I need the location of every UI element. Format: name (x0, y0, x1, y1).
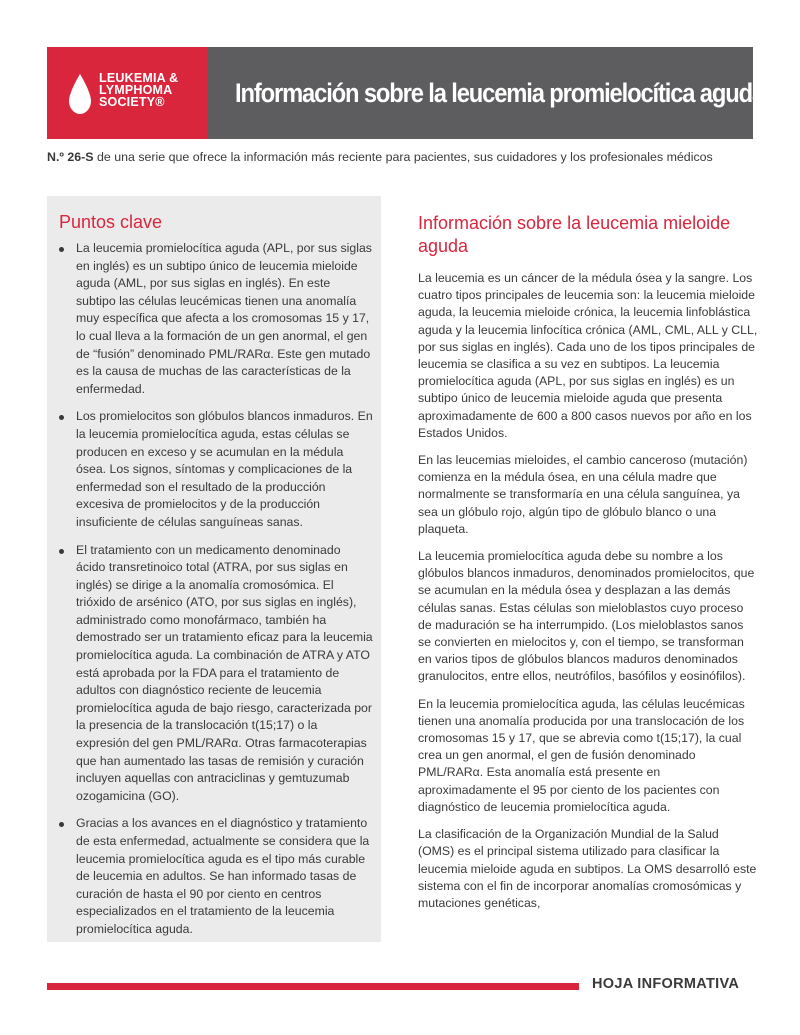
logo-wordmark: LEUKEMIA & LYMPHOMA SOCIETY® (99, 71, 179, 109)
drop-icon (69, 74, 91, 114)
list-item: Gracias a los avances en el diagnóstico y tratamiento de esta enfermedad, actualmente se considera que la leucemia promielocítica aguda es el tipo más curable de leucemia en adultos. Se han informado tasas de curación de hasta el 90 por ciento en centros especializados en el tratamiento de la leucemia promielocítica aguda. (57, 815, 373, 938)
series-number: N.º 26-S (47, 150, 94, 164)
page-header (47, 47, 765, 139)
key-points-list (57, 240, 373, 949)
section-heading: Información sobre la leucemia mieloide aguda (418, 213, 731, 256)
list-item: Los promielocitos son glóbulos blancos inmaduros. En la leucemia promielocítica aguda, estas células se producen en exceso y se acumulan en la médula ósea. Los signos, síntomas y complicaciones de la enfermedad son el resultado de la producción excesiva de promielocitos y de la producción insuficiente de células sanguíneas sanas. (57, 408, 373, 531)
list-item: El tratamiento con un medicamento denominado ácido transretinoico total (ATRA, por sus siglas en inglés) se dirige a la anomalía cromosómica. El trióxido de arsénico (ATO, por sus siglas en inglés), administrado como monofármaco, también ha demostrado ser un tratamiento eficaz para la leucemia promielocítica aguda. La combinación de ATRA y ATO está aprobada por la FDA para el tratamiento de adultos con diagnóstico reciente de leucemia promielocítica aguda de bajo riesgo, caracterizada por la presencia de la translocación t(15;17) o la expresión del gen PML/RARα. Otras farmacoterapias que han aumentado las tasas de remisión y curación incluyen aquellas con antraciclinas y gemtuzumab ozogamicina (GO). (57, 542, 373, 806)
key-points-panel (47, 196, 381, 942)
list-item: La leucemia promielocítica aguda (APL, por sus siglas en inglés) es un subtipo único de leucemia mieloide aguda (AML, por sus siglas en inglés). En este subtipo las células leucémicas tienen una anomalía muy específica que afecta a los cromosomas 15 y 17, lo cual lleva a la formación de un gen anormal, el gen de “fusión” denominado PML/RARα. Este gen mutado es la causa de muchas de las características de la enfermedad. (57, 240, 373, 398)
footer-label: HOJA INFORMATIVA (592, 976, 740, 992)
aml-section (418, 212, 758, 922)
paragraph: En las leucemias mieloides, el cambio canceroso (mutación) comienza en la médula ósea, en una célula madre que normalmente se transformaría en una célula sanguínea, ya sea un glóbulo rojo, algún tipo de glóbulo blanco o una plaqueta. (418, 453, 748, 536)
lls-logo (47, 47, 207, 139)
page-title: Información sobre la leucemia promielocítica aguda (235, 77, 765, 108)
series-line (47, 150, 767, 164)
series-description: de una serie que ofrece la información más reciente para pacientes, sus cuidadores y los profesionales médicos (93, 150, 713, 164)
bullet-icon (59, 822, 64, 827)
bullet-icon (59, 247, 64, 252)
paragraph: La leucemia promielocítica aguda debe su nombre a los glóbulos blancos inmaduros, denominados promielocitos, que se acumulan en la médula ósea y desplazan a las demás células sanas. Estas células son mieloblastos cuyo proceso de maduración se ha interrumpido. (Los mieloblastos sanos se convierten en mielocitos y, con el tiempo, se transforman en varios tipos de glóbulos blancos maduros denominados granulocitos, entre ellos, neutrófilos, basófilos y eosinófilos). (418, 549, 755, 684)
footer-divider (47, 983, 579, 990)
title-banner (207, 47, 765, 139)
paragraph: La leucemia es un cáncer de la médula ósea y la sangre. Los cuatro tipos principales de leucemia son: la leucemia mieloide aguda, la leucemia mieloide crónica, la leucemia linfoblástica aguda y la leucemia linfocítica crónica (AML, CML, ALL y CLL, por sus siglas en inglés). Cada uno de los tipos principales de leucemia se clasifica a su vez en subtipos. La leucemia promielocítica aguda (APL, por sus siglas en inglés) es un subtipo único de leucemia mieloide aguda que presenta aproximadamente de 600 a 800 casos nuevos por año en los Estados Unidos. (418, 271, 758, 440)
key-points-title: Puntos clave (59, 212, 163, 232)
paragraph: En la leucemia promielocítica aguda, las células leucémicas tienen una anomalía producida por una translocación de los cromosomas 15 y 17, que se abrevia como t(15;17), la cual crea un gen anormal, el gen de fusión denominado PML/RARα. Esta anomalía está presente en aproximadamente el 95 por ciento de los pacientes con diagnóstico de leucemia promielocítica aguda. (418, 696, 745, 814)
bullet-icon (59, 415, 64, 420)
bullet-icon (59, 549, 64, 554)
paragraph: La clasificación de la Organización Mundial de la Salud (OMS) es el principal sistema utilizado para clasificar la leucemia mieloide aguda en subtipos. La OMS desarrolló este sistema con el fin de incorporar anomalías cromosómicas y mutaciones genéticas, (418, 827, 757, 910)
